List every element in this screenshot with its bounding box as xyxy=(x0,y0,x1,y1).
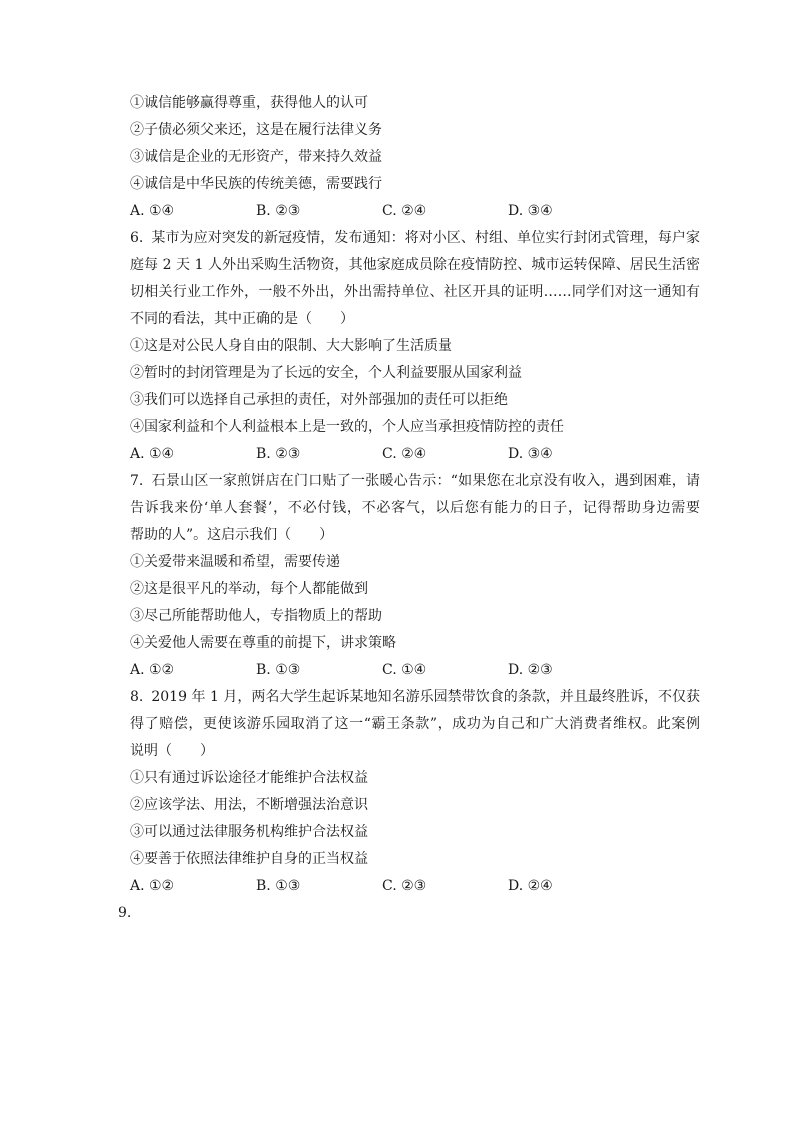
question-stem-line: 庭每 2 天 1 人外出采购生活物资，其他家庭成员除在疫情防控、城市运转保障、居民生活密 xyxy=(130,257,700,273)
option-line: ④诚信是中华民族的传统美德，需要践行 xyxy=(130,176,382,192)
choice-c: C. ②④ xyxy=(382,203,427,219)
option-line: ④国家利益和个人利益根本上是一致的，个人应当承担疫情防控的责任 xyxy=(130,419,564,435)
question-stem-line xyxy=(130,225,700,252)
option-line: ②这是很平凡的举动，每个人都能做到 xyxy=(130,581,368,597)
question-6 xyxy=(130,225,700,468)
answer-choices xyxy=(130,198,700,225)
option-line: ③可以通过法律服务机构维护合法权益 xyxy=(130,824,368,840)
choice-d: D. ②④ xyxy=(508,878,553,894)
choice-a: A. ①② xyxy=(130,878,175,894)
option-line: ④关爱他人需要在尊重的前提下，讲求策略 xyxy=(130,635,396,651)
option-line: ③诚信是企业的无形资产，带来持久效益 xyxy=(130,149,382,165)
choice-a: A. ①④ xyxy=(130,446,175,462)
question-number: 9. xyxy=(118,905,132,921)
question-stem-line xyxy=(130,468,700,495)
option-line: ①关爱带来温暖和希望，需要传递 xyxy=(130,554,340,570)
page-content xyxy=(118,90,700,927)
choice-b: B. ①③ xyxy=(256,662,301,678)
question-number: 8. xyxy=(130,689,144,705)
option-line: ①诚信能够赢得尊重，获得他人的认可 xyxy=(130,95,368,111)
choice-b: B. ②③ xyxy=(256,203,301,219)
stem-text: 石景山区一家煎饼店在门口贴了一张暖心告示：“如果您在北京没有收入，遇到困难，请 xyxy=(151,473,700,489)
question-stem-line xyxy=(130,684,700,711)
choice-b: B. ②③ xyxy=(256,446,301,462)
option-line: ③尽己所能帮助他人，专指物质上的帮助 xyxy=(130,608,382,624)
option-line: ②暂时的封闭管理是为了长远的安全，个人利益要服从国家利益 xyxy=(130,365,522,381)
question-stem-line: 切相关行业工作外，一般不外出，外出需持单位、社区开具的证明……同学们对这一通知有 xyxy=(130,284,700,300)
question-8 xyxy=(130,684,700,900)
question-number: 6. xyxy=(130,230,144,246)
option-line: ②应该学法、用法，不断增强法治意识 xyxy=(130,797,368,813)
choice-b: B. ①③ xyxy=(256,878,301,894)
choice-c: C. ②④ xyxy=(382,446,427,462)
question-7 xyxy=(130,468,700,684)
choice-d: D. ③④ xyxy=(508,203,553,219)
answer-choices xyxy=(130,873,700,900)
stem-text: 2019 年 1 月，两名大学生起诉某地知名游乐园禁带饮食的条款，并且最终胜诉，不仅获 xyxy=(151,689,700,705)
choice-a: A. ①④ xyxy=(130,203,175,219)
stem-text: 某市为应对突发的新冠疫情，发布通知：将对小区、村组、单位实行封闭式管理，每户家 xyxy=(151,230,700,246)
question-stem-line: 帮助的人”。这启示我们（ ） xyxy=(130,527,334,543)
question-5 xyxy=(130,90,700,225)
answer-choices xyxy=(130,441,700,468)
choice-a: A. ①② xyxy=(130,662,175,678)
choice-c: C. ②③ xyxy=(382,878,427,894)
question-9 xyxy=(118,900,700,927)
option-line: ①这是对公民人身自由的限制、大大影响了生活质量 xyxy=(130,338,452,354)
choice-d: D. ②③ xyxy=(508,662,553,678)
option-line: ④要善于依照法律维护自身的正当权益 xyxy=(130,851,368,867)
question-stem-line: 得了赔偿，更使该游乐园取消了这一“霸王条款”，成功为自己和广大消费者维权。此案例 xyxy=(130,716,700,732)
choice-c: C. ①④ xyxy=(382,662,427,678)
option-line: ③我们可以选择自己承担的责任，对外部强加的责任可以拒绝 xyxy=(130,392,508,408)
question-stem-line: 不同的看法，其中正确的是（ ） xyxy=(130,311,354,327)
question-number: 7. xyxy=(130,473,144,489)
answer-choices xyxy=(130,657,700,684)
option-line: ①只有通过诉讼途径才能维护合法权益 xyxy=(130,770,368,786)
question-stem-line: 告诉我来份‘单人套餐’，不必付钱，不必客气，以后您有能力的日子，记得帮助身边需要 xyxy=(130,500,700,516)
choice-d: D. ③④ xyxy=(508,446,553,462)
question-stem-line: 说明（ ） xyxy=(130,743,214,759)
option-line: ②子债必须父来还，这是在履行法律义务 xyxy=(130,122,382,138)
